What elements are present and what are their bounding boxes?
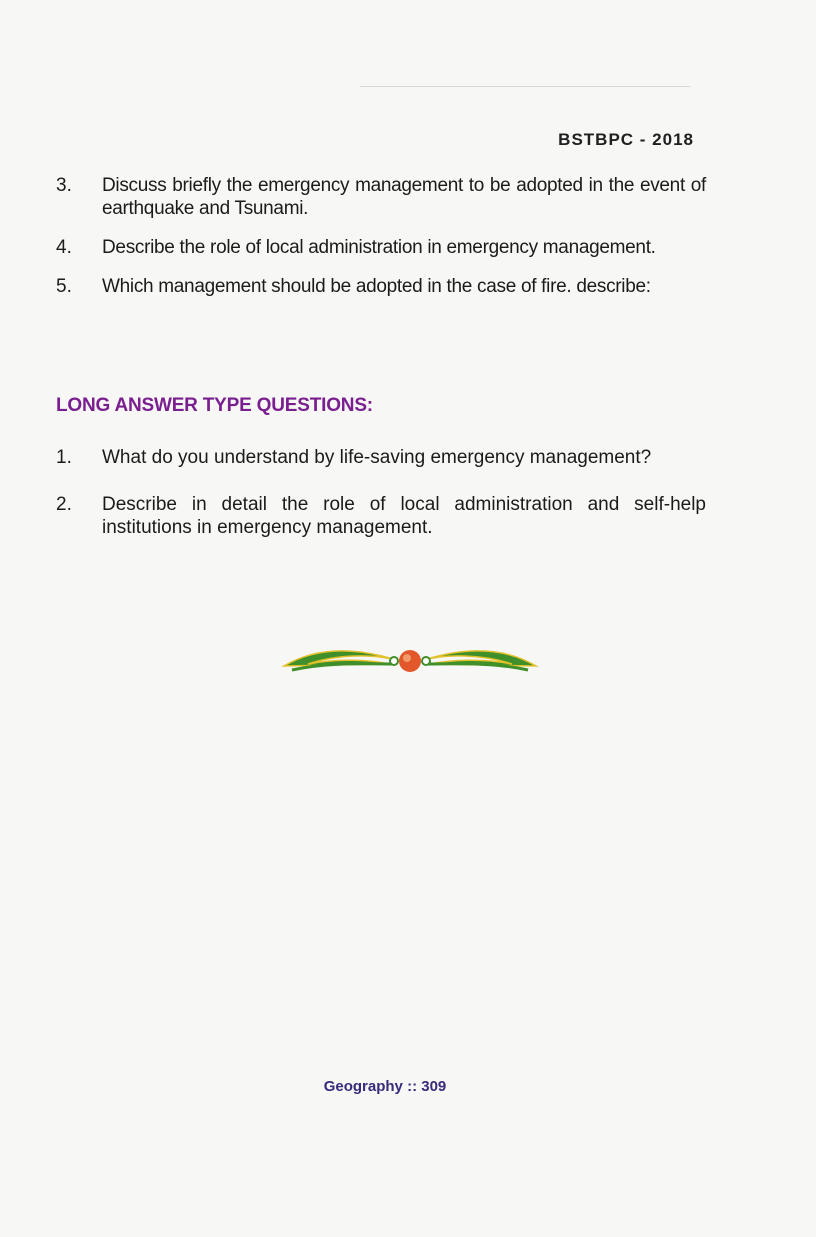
question-item [56, 446, 706, 469]
page-footer [0, 1078, 816, 1095]
question-number: 2. [56, 494, 72, 515]
section-title-long-answer: LONG ANSWER TYPE QUESTIONS: [56, 395, 373, 416]
question-number: 4. [56, 237, 72, 258]
question-number: 1. [56, 447, 72, 468]
page-header-code: BSTBPC - 2018 [558, 130, 694, 149]
decorative-divider-ornament [278, 640, 542, 680]
question-number: 5. [56, 276, 72, 297]
question-item [56, 236, 706, 259]
question-text: What do you understand by life-saving emergency management? [102, 447, 652, 468]
short-questions-list [56, 174, 706, 314]
question-number: 3. [56, 175, 72, 196]
question-item [56, 174, 706, 220]
question-item [56, 275, 706, 298]
footer-page-label: Geography :: 309 [323, 1078, 447, 1095]
question-text: Which management should be adopted in the case of fire. describe: [102, 276, 651, 297]
question-text: Discuss briefly the emergency management to be adopted in the event of earthquake and Tsunami. [102, 175, 706, 219]
question-item [56, 493, 706, 539]
top-rule [360, 86, 690, 87]
long-questions-list [56, 446, 706, 555]
question-text: Describe the role of local administration in emergency management. [102, 237, 656, 258]
question-text: Describe in detail the role of local administration and self-help institutions in emergency management. [102, 494, 706, 538]
